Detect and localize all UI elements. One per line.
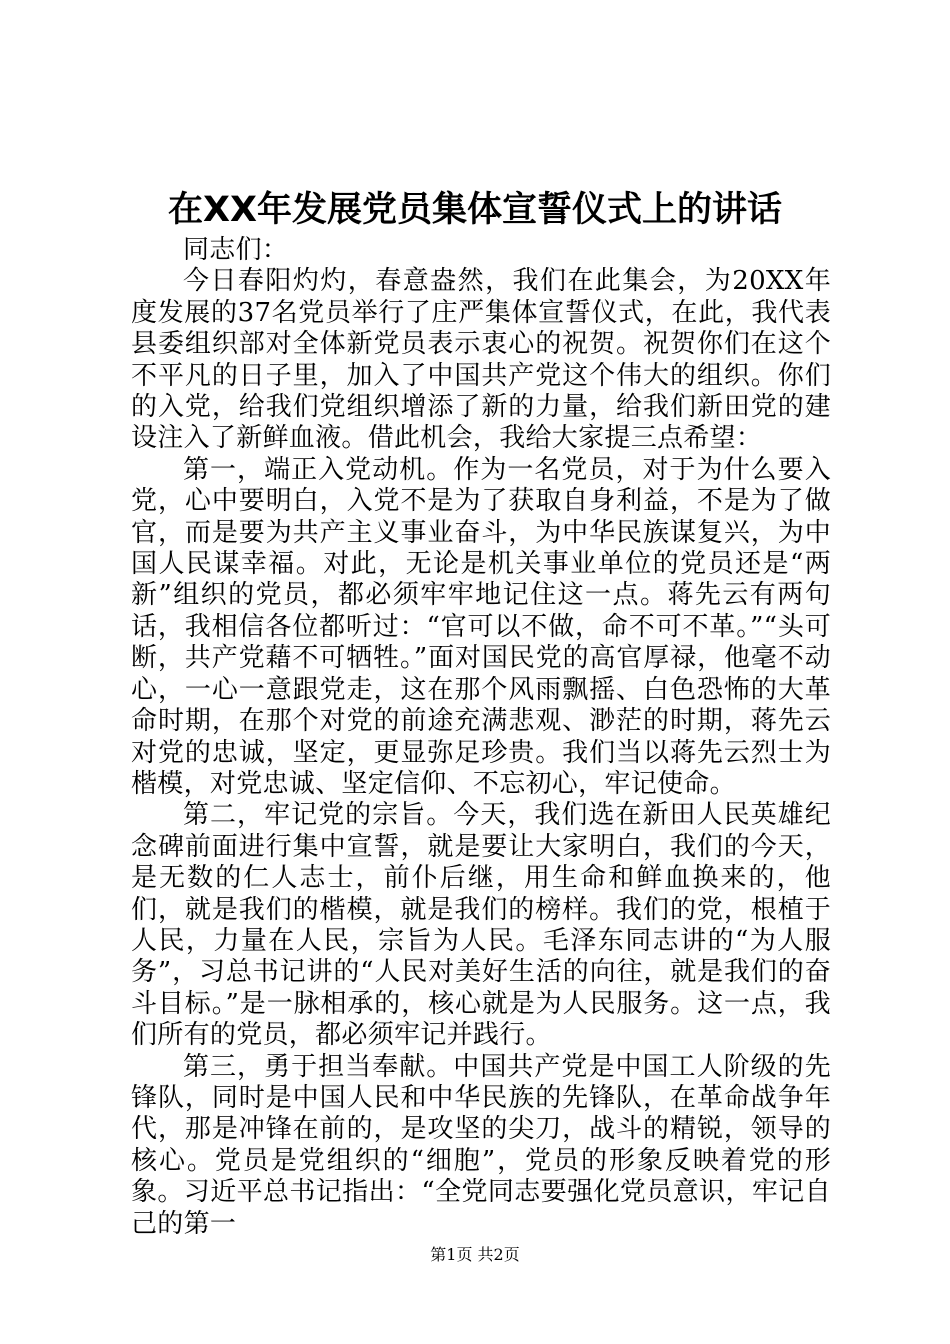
body-paragraph-2: 第一，端正入党动机。作为一名党员，对于为什么要入党，心中要明白，入党不是为了获取自身利益，不是为了做官，而是要为共产主义事业奋斗，为中华民族谋复兴，为中国人民谋幸福。对此，无论是机关事业单位的党员还是“两新”组织的党员，都必须牢牢地记住这一点。蒋先云有两句话，我相信各位都听过：“官可以不做，命不可不革。”“头可断，共产党藉不可牺牲。”面对国民党的高官厚禄，他毫不动心，一心一意跟党走，这在那个风雨飘摇、白色恐怖的大革命时期，在那个对党的前途充满悲观、渺茫的时期，蒋先云对党的忠诚，坚定，更显弥足珍贵。我们当以蒋先云烈士为楷模，对党忠诚、坚定信仰、不忘初心，牢记使命。 — [131, 454, 831, 799]
greeting-paragraph: 同志们： — [183, 235, 289, 265]
document-title: 在XX年发展党员集体宣誓仪式上的讲话 — [168, 190, 782, 230]
document-body — [131, 235, 831, 1240]
body-paragraph-3: 第二，牢记党的宗旨。今天，我们选在新田人民英雄纪念碑前面进行集中宣誓，就是要让大家明白，我们的今天，是无数的仁人志士，前仆后继，用生命和鲜血换来的，他们，就是我们的楷模，就是我们的榜样。我们的党，根植于人民，力量在人民，宗旨为人民。毛泽东同志讲的“为人服务”，习总书记讲的“人民对美好生活的向往，就是我们的奋斗目标。”是一脉相承的，核心就是为人民服务。这一点，我们所有的党员，都必须牢记并践行。 — [131, 800, 831, 1051]
body-paragraph-4: 第三，勇于担当奉献。中国共产党是中国工人阶级的先锋队，同时是中国人民和中华民族的先锋队，在革命战争年代，那是冲锋在前的，是攻坚的尖刀，战斗的精锐，领导的核心。党员是党组织的“细胞”，党员的形象反映着党的形象。习近平总书记指出：“全党同志要强化党员意识，牢记自己的第一 — [131, 1051, 831, 1239]
page-footer: 第1页 共2页 — [430, 1245, 520, 1264]
body-paragraph-1: 今日春阳灼灼，春意盎然，我们在此集会，为20XX年度发展的37名党员举行了庄严集体宣誓仪式，在此，我代表县委组织部对全体新党员表示衷心的祝贺。祝贺你们在这个不平凡的日子里，加入了中国共产党这个伟大的组织。你们的入党，给我们党组织增添了新的力量，给我们新田党的建设注入了新鲜血液。借此机会，我给大家提三点希望： — [131, 266, 831, 454]
